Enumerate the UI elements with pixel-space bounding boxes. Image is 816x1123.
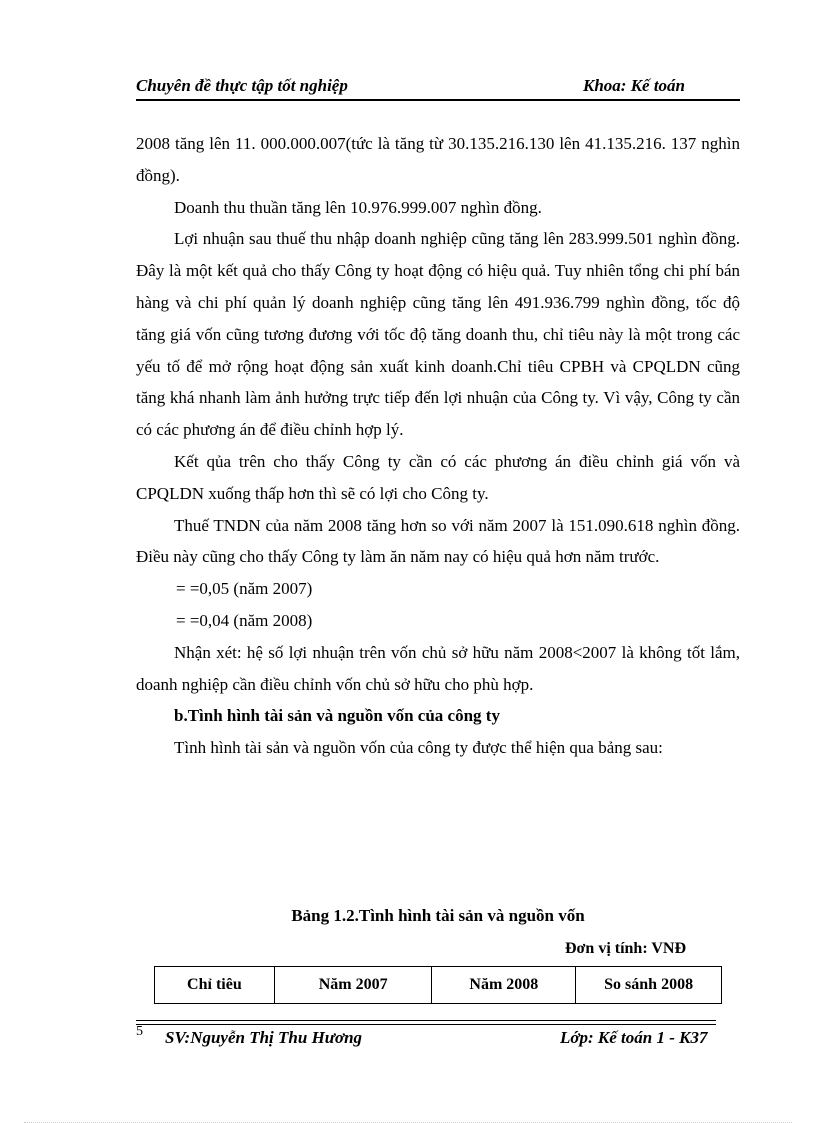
assets-capital-table [154,966,722,1004]
paragraph-table-intro: Tình hình tài sản và nguồn vốn của công ty được thể hiện qua bảng sau: [174,738,663,758]
table-header-cell: Chỉ tiêu [155,967,275,1004]
paragraph-net-revenue: Doanh thu thuần tăng lên 10.976.999.007 nghìn đồng. [174,197,542,217]
table-unit: Đơn vị tính: VNĐ [565,940,687,957]
footer-rule [136,1024,716,1025]
equation-2007: = =0,05 (năm 2007) [176,579,313,599]
table-header-row [155,967,722,1004]
table-title: Bảng 1.2.Tình hình tài sản và nguồn vốn [291,906,585,925]
section-heading: b.Tình hình tài sản và nguồn vốn của công ty [174,706,500,726]
paragraph-remark: Nhận xét: hệ số lợi nhuận trên vốn chủ sở hữu năm 2008<2007 là không tốt lắm, doanh nghiệp cần điều chỉnh vốn chủ sở hữu cho phù hợp. [136,642,740,694]
paragraph-revenue-increase: 2008 tăng lên 11. 000.000.007(tức là tăng từ 30.135.216.130 lên 41.135.216. 137 nghìn đồng). [136,134,740,185]
equation-2008: = =0,04 (năm 2008) [176,610,313,630]
table-header-cell: Năm 2007 [274,967,432,1004]
body-text [136,128,740,764]
page-header [136,76,740,100]
paragraph-result-adjustment: Kết qủa trên cho thấy Công ty cần có các phương án điều chỉnh giá vốn và CPQLDN xuống thấp hơn thì sẽ có lợi cho Công ty. [136,451,740,503]
header-document-title: Chuyên đề thực tập tốt nghiệp [136,76,348,95]
table-header-cell: Năm 2008 [432,967,576,1004]
footer-class: Lớp: Kế toán 1 - K37 [560,1028,708,1047]
page-number: 5 [136,1024,143,1039]
table-header-cell: So sánh 2008 [576,967,722,1004]
footer-student-name: SV:Nguyễn Thị Thu Hương [165,1028,363,1047]
header-department: Khoa: Kế toán [583,76,686,95]
header-rule [136,99,740,101]
footer-rule [136,1020,716,1021]
paragraph-corporate-tax: Thuế TNDN của năm 2008 tăng hơn so với năm 2007 là 151.090.618 nghìn đồng. Điều này cũng cho thấy Công ty làm ăn năm nay có hiệu quả hơn năm trước. [136,515,740,567]
paragraph-profit-after-tax: Lợi nhuận sau thuế thu nhập doanh nghiệp cũng tăng lên 283.999.501 nghìn đồng. Đây là một kết quả cho thấy Công ty hoạt động có hiệu quả. Tuy nhiên tổng chi phí bán hàng và chi phí quản lý doanh nghiệp cũng tăng lên 491.936.799 nghìn đồng, tốc độ tăng giá vốn cũng tương đương với tốc độ tăng doanh thu, chỉ tiêu này là một trong các yếu tố để mở rộng hoạt động sản xuất kinh doanh.Chỉ tiêu CPBH và CPQLDN cũng tăng khá nhanh làm ảnh hưởng trực tiếp đến lợi nhuận của Công ty. Vì vậy, Công ty cần có các phương án để điều chỉnh hợp lý. [136,229,740,440]
